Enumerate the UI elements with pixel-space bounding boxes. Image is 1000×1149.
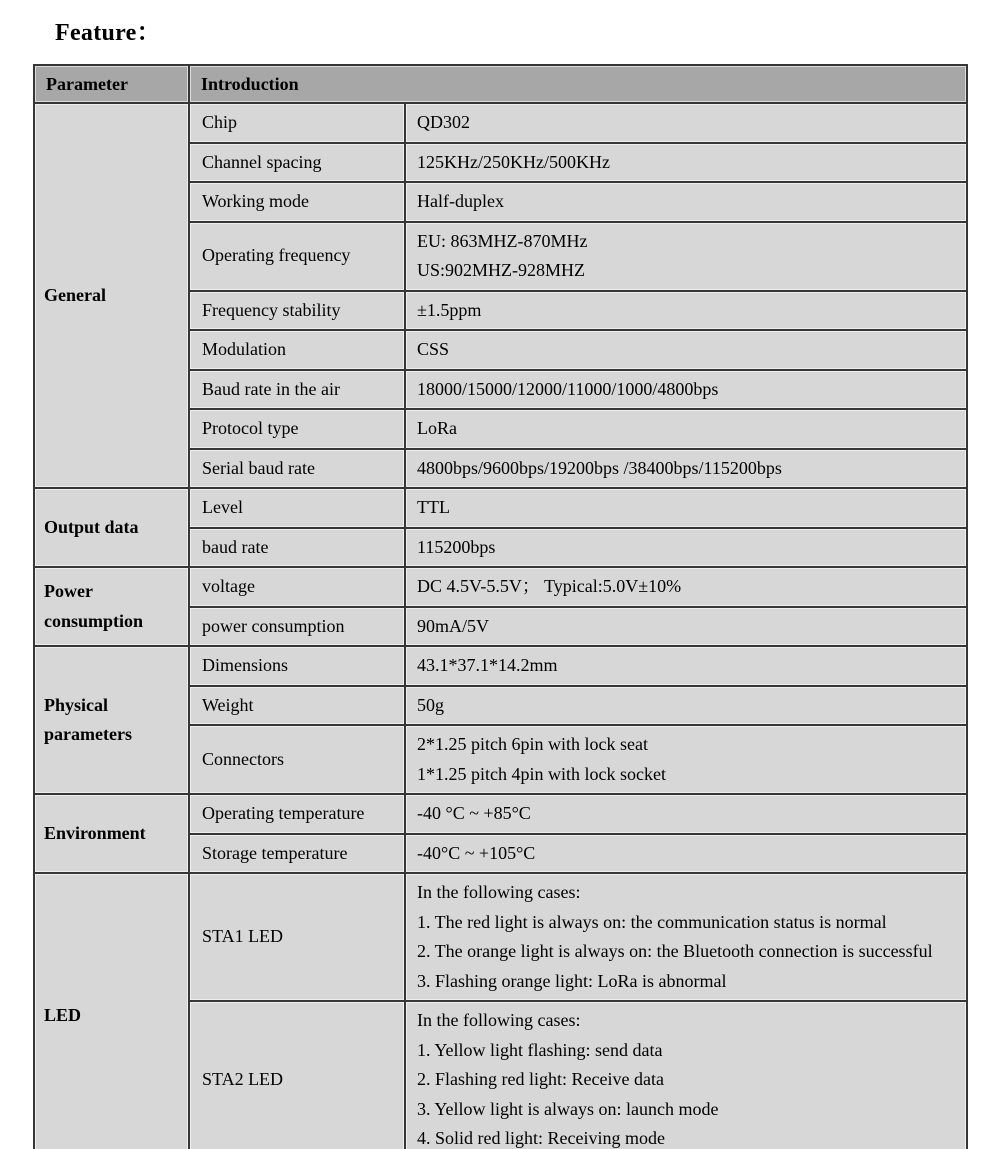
value-line: 90mA/5V xyxy=(417,615,489,636)
parameter-cell: Operating temperature xyxy=(189,794,405,834)
value-line: ±1.5ppm xyxy=(417,299,482,320)
parameter-cell: Level xyxy=(189,488,405,528)
parameter-cell: Serial baud rate xyxy=(189,449,405,489)
value-line: 125KHz/250KHz/500KHz xyxy=(417,151,610,172)
group-label-cell: Output data xyxy=(34,488,189,567)
group-label-cell: Power consumption xyxy=(34,567,189,646)
table-row xyxy=(34,646,967,686)
value-cell xyxy=(405,686,967,726)
value-line: 4800bps/9600bps/19200bps /38400bps/115200bps xyxy=(417,457,782,478)
header-introduction-cell: Introduction xyxy=(189,65,967,103)
parameter-cell: Weight xyxy=(189,686,405,726)
parameter-cell: Working mode xyxy=(189,182,405,222)
value-cell xyxy=(405,330,967,370)
value-line: 1*1.25 pitch 4pin with lock socket xyxy=(417,763,666,784)
value-line: CSS xyxy=(417,339,450,359)
value-line: TTL xyxy=(417,497,450,517)
group-label-cell: Physical parameters xyxy=(34,646,189,794)
group-label-cell: General xyxy=(34,103,189,488)
value-cell xyxy=(405,528,967,568)
value-line: DC 4.5V-5.5V； Typical:5.0V±10% xyxy=(417,576,682,596)
value-line: Half-duplex xyxy=(417,191,504,211)
header-parameter-cell: Parameter xyxy=(34,65,189,103)
value-line: 18000/15000/12000/11000/1000/4800bps xyxy=(417,378,719,399)
value-line: -40 °C ~ +85°C xyxy=(417,803,531,823)
value-cell xyxy=(405,646,967,686)
value-line: 43.1*37.1*14.2mm xyxy=(417,655,558,675)
value-cell xyxy=(405,488,967,528)
value-line: 2*1.25 pitch 6pin with lock seat xyxy=(417,734,648,754)
page-title: Feature： xyxy=(55,20,161,46)
parameter-cell: STA2 LED xyxy=(189,1001,405,1149)
value-line: 50g xyxy=(417,694,444,715)
value-cell xyxy=(405,143,967,183)
value-line: LoRa xyxy=(417,418,457,438)
parameter-cell: Protocol type xyxy=(189,409,405,449)
parameter-cell: baud rate xyxy=(189,528,405,568)
value-line: 3. Flashing orange light: LoRa is abnormal xyxy=(417,970,727,991)
group-label-cell: Environment xyxy=(34,794,189,873)
value-cell xyxy=(405,567,967,607)
value-cell xyxy=(405,873,967,1001)
value-line: 2. Flashing red light: Receive data xyxy=(417,1069,664,1089)
table-body xyxy=(34,103,967,1149)
group-label-cell: LED xyxy=(34,873,189,1149)
parameter-cell: power consumption xyxy=(189,607,405,647)
value-cell xyxy=(405,607,967,647)
value-cell xyxy=(405,1001,967,1149)
value-cell xyxy=(405,222,967,291)
table-header-row xyxy=(34,65,967,103)
value-line: US:902MHZ-928MHZ xyxy=(417,260,586,280)
value-cell xyxy=(405,291,967,331)
value-line: In the following cases: xyxy=(417,882,581,902)
table-row xyxy=(34,488,967,528)
value-line: 3. Yellow light is always on: launch mode xyxy=(417,1098,719,1119)
table-row xyxy=(34,567,967,607)
value-line: QD302 xyxy=(417,112,470,132)
value-cell xyxy=(405,725,967,794)
value-line: 1. Yellow light flashing: send data xyxy=(417,1039,663,1060)
value-line: 2. The orange light is always on: the Bluetooth connection is successful xyxy=(417,941,933,961)
parameter-cell: Channel spacing xyxy=(189,143,405,183)
parameter-cell: Baud rate in the air xyxy=(189,370,405,410)
value-line: 4. Solid red light: Receiving mode xyxy=(417,1128,665,1148)
value-line: EU: 863MHZ-870MHz xyxy=(417,230,588,251)
value-cell xyxy=(405,449,967,489)
value-cell xyxy=(405,182,967,222)
parameter-cell: Modulation xyxy=(189,330,405,370)
value-line: In the following cases: xyxy=(417,1010,581,1030)
value-cell xyxy=(405,370,967,410)
table-row xyxy=(34,103,967,143)
parameter-cell: STA1 LED xyxy=(189,873,405,1001)
value-cell xyxy=(405,409,967,449)
parameter-cell: Connectors xyxy=(189,725,405,794)
parameter-cell: Chip xyxy=(189,103,405,143)
value-line: -40°C ~ +105°C xyxy=(417,842,536,863)
value-line: 115200bps xyxy=(417,536,496,557)
parameter-cell: Operating frequency xyxy=(189,222,405,291)
parameter-cell: Frequency stability xyxy=(189,291,405,331)
value-line: 1. The red light is always on: the communication status is normal xyxy=(417,911,887,932)
value-cell xyxy=(405,834,967,874)
feature-table xyxy=(33,64,968,1149)
table-row xyxy=(34,794,967,834)
table-row xyxy=(34,873,967,1001)
value-cell xyxy=(405,103,967,143)
parameter-cell: Dimensions xyxy=(189,646,405,686)
parameter-cell: voltage xyxy=(189,567,405,607)
parameter-cell: Storage temperature xyxy=(189,834,405,874)
value-cell xyxy=(405,794,967,834)
